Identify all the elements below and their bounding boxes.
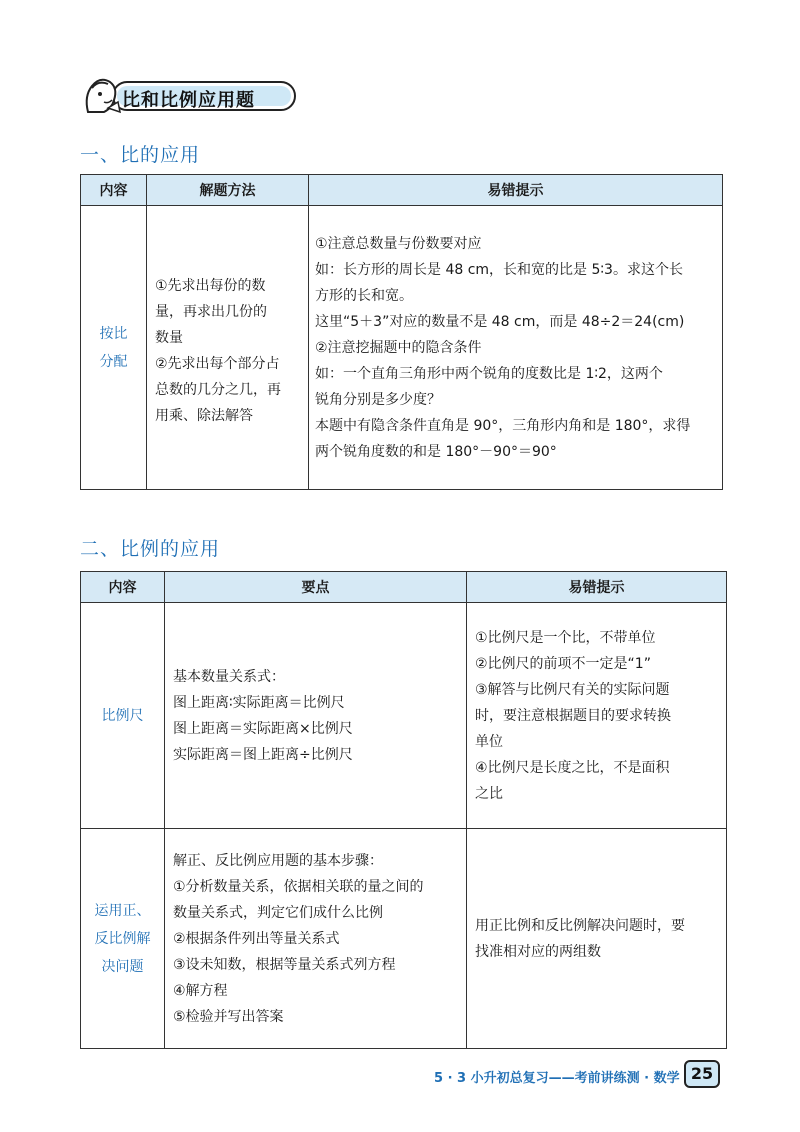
tips-cell: ①比例尺是一个比，不带单位 ②比例尺的前项不一定是“1” ③解答与比例尺有关的实际问题 时，要注意根据题目的要求转换 单位 ④比例尺是长度之比，不是面积 之比 — [467, 603, 727, 829]
points-cell: 解正、反比例应用题的基本步骤： ①分析数量关系，依据相关联的量之间的 数量关系式，判定它们成什么比例 ②根据条件列出等量关系式 ③设未知数，根据等量关系式列方程 ④解方程 ⑤检验并写出答案 — [165, 829, 467, 1049]
section1-heading: 一、比的应用 — [80, 144, 201, 166]
header-tips: 易错提示 — [309, 175, 723, 206]
table-row — [81, 829, 727, 1049]
table-row — [81, 206, 723, 490]
header-points: 要点 — [165, 572, 467, 603]
header-method: 解题方法 — [147, 175, 309, 206]
title-banner — [78, 72, 300, 120]
points-cell: 基本数量关系式： 图上距离∶实际距离＝比例尺 图上距离＝实际距离×比例尺 实际距离＝图上距离÷比例尺 — [165, 603, 467, 829]
table-header-row — [81, 572, 727, 603]
category-cell: 比例尺 — [81, 603, 165, 829]
footer-book-title: 5 · 3 小升初总复习——考前讲练测 · 数学 — [434, 1071, 680, 1086]
table-header-row — [81, 175, 723, 206]
page-title: 比和比例应用题 — [122, 90, 255, 111]
proportion-application-table — [80, 571, 727, 1049]
page-number: 25 — [684, 1060, 720, 1088]
category-cell: 运用正、 反比例解 决问题 — [81, 829, 165, 1049]
header-content: 内容 — [81, 175, 147, 206]
category-cell: 按比 分配 — [81, 206, 147, 490]
ratio-application-table — [80, 174, 723, 490]
header-tips: 易错提示 — [467, 572, 727, 603]
tips-cell: ①注意总数量与份数要对应 如：长方形的周长是 48 cm，长和宽的比是 5∶3。求这个长 方形的长和宽。 这里“5＋3”对应的数量不是 48 cm，而是 48÷2＝24(cm) ②注意挖掘题中的隐含条件 如：一个直角三角形中两个锐角的度数比是 1∶2，这两个 锐角分别是多少度？ 本题中有隐含条件直角是 90°，三角形内角和是 180°，求得 两个锐角度数的和是 180°－90°＝90° — [309, 206, 723, 490]
table-row — [81, 603, 727, 829]
header-content: 内容 — [81, 572, 165, 603]
tips-cell: 用正比例和反比例解决问题时，要 找准相对应的两组数 — [467, 829, 727, 1049]
method-cell: ①先求出每份的数 量，再求出几份的 数量 ②先求出每个部分占 总数的几分之几，再 用乘、除法解答 — [147, 206, 309, 490]
mascot-icon — [78, 72, 126, 120]
section2-heading: 二、比例的应用 — [80, 538, 221, 560]
